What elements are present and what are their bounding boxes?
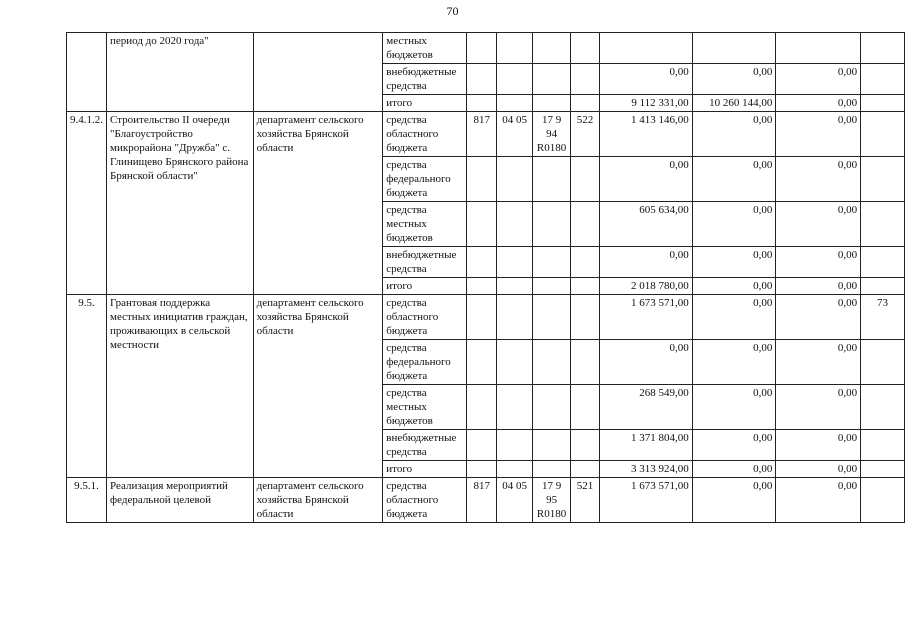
- item-name: Грантовая поддержка местных инициатив граждан, проживающих в сельской местности: [107, 295, 254, 478]
- code-grbs: [467, 157, 497, 202]
- funding-source: средства местных бюджетов: [383, 202, 467, 247]
- amount-year-1: 1 371 804,00: [600, 430, 693, 461]
- target-indicator: [861, 64, 905, 95]
- code-csr: [533, 430, 571, 461]
- item-number: [67, 33, 107, 112]
- code-csr: [533, 64, 571, 95]
- code-csr: 17 9 94 R0180: [533, 112, 571, 157]
- item-name: Реализация мероприятий федеральной целевой: [107, 478, 254, 523]
- target-indicator: [861, 95, 905, 112]
- amount-year-1: 1 673 571,00: [600, 295, 693, 340]
- code-csr: [533, 157, 571, 202]
- code-grbs: [467, 95, 497, 112]
- amount-year-2: 0,00: [692, 157, 776, 202]
- code-rzpr: [497, 64, 533, 95]
- code-vr: [571, 202, 600, 247]
- code-rzpr: 04 05: [497, 478, 533, 523]
- code-vr: [571, 247, 600, 278]
- funding-source: итого: [383, 461, 467, 478]
- code-vr: [571, 385, 600, 430]
- code-vr: 522: [571, 112, 600, 157]
- code-vr: [571, 278, 600, 295]
- page-number: 70: [446, 4, 459, 18]
- code-rzpr: [497, 95, 533, 112]
- target-indicator: [861, 461, 905, 478]
- code-vr: [571, 430, 600, 461]
- item-name: период до 2020 года": [107, 33, 254, 112]
- item-executor: департамент сельского хозяйства Брянской области: [253, 112, 383, 295]
- amount-year-3: 0,00: [776, 157, 861, 202]
- amount-year-2: 0,00: [692, 478, 776, 523]
- amount-year-1: 2 018 780,00: [600, 278, 693, 295]
- amount-year-1: 0,00: [600, 247, 693, 278]
- target-indicator: [861, 112, 905, 157]
- code-csr: [533, 278, 571, 295]
- table-row: [67, 478, 905, 523]
- amount-year-2: 0,00: [692, 295, 776, 340]
- code-csr: [533, 385, 571, 430]
- code-grbs: [467, 278, 497, 295]
- code-grbs: [467, 247, 497, 278]
- amount-year-2: 0,00: [692, 202, 776, 247]
- amount-year-1: 605 634,00: [600, 202, 693, 247]
- funding-source: местных бюджетов: [383, 33, 467, 64]
- code-vr: [571, 340, 600, 385]
- amount-year-3: 0,00: [776, 430, 861, 461]
- code-grbs: [467, 461, 497, 478]
- code-csr: [533, 295, 571, 340]
- code-vr: [571, 295, 600, 340]
- code-grbs: [467, 202, 497, 247]
- code-rzpr: [497, 385, 533, 430]
- code-grbs: [467, 430, 497, 461]
- code-vr: [571, 95, 600, 112]
- target-indicator: [861, 385, 905, 430]
- code-rzpr: [497, 295, 533, 340]
- code-csr: [533, 202, 571, 247]
- code-csr: [533, 340, 571, 385]
- code-rzpr: [497, 202, 533, 247]
- code-csr: [533, 95, 571, 112]
- amount-year-3: 0,00: [776, 461, 861, 478]
- amount-year-3: 0,00: [776, 95, 861, 112]
- table-row: [67, 295, 905, 340]
- code-rzpr: [497, 461, 533, 478]
- funding-source: внебюджетные средства: [383, 247, 467, 278]
- amount-year-3: 0,00: [776, 278, 861, 295]
- code-rzpr: [497, 430, 533, 461]
- code-rzpr: [497, 247, 533, 278]
- target-indicator: [861, 430, 905, 461]
- funding-source: средства местных бюджетов: [383, 385, 467, 430]
- target-indicator: [861, 478, 905, 523]
- amount-year-3: 0,00: [776, 385, 861, 430]
- code-vr: [571, 64, 600, 95]
- funding-source: средства областного бюджета: [383, 112, 467, 157]
- funding-source: средства федерального бюджета: [383, 157, 467, 202]
- item-name: Строительство II очереди "Благоустройство микрорайона "Дружба" с. Глинищево Брянского района Брянской области": [107, 112, 254, 295]
- amount-year-2: 0,00: [692, 112, 776, 157]
- code-vr: [571, 461, 600, 478]
- amount-year-3: 0,00: [776, 340, 861, 385]
- funding-source: средства федерального бюджета: [383, 340, 467, 385]
- funding-source: внебюджетные средства: [383, 64, 467, 95]
- code-grbs: [467, 64, 497, 95]
- amount-year-2: 0,00: [692, 385, 776, 430]
- amount-year-2: 0,00: [692, 278, 776, 295]
- code-grbs: [467, 340, 497, 385]
- item-number: 9.5.1.: [67, 478, 107, 523]
- budget-table: [66, 32, 905, 523]
- amount-year-3: 0,00: [776, 295, 861, 340]
- amount-year-2: [692, 33, 776, 64]
- amount-year-1: 0,00: [600, 340, 693, 385]
- funding-source: внебюджетные средства: [383, 430, 467, 461]
- code-vr: 521: [571, 478, 600, 523]
- code-grbs: [467, 385, 497, 430]
- target-indicator: [861, 340, 905, 385]
- amount-year-3: 0,00: [776, 64, 861, 95]
- table-row: [67, 33, 905, 64]
- funding-source: средства областного бюджета: [383, 478, 467, 523]
- amount-year-3: 0,00: [776, 202, 861, 247]
- amount-year-3: 0,00: [776, 247, 861, 278]
- code-csr: [533, 461, 571, 478]
- code-rzpr: [497, 157, 533, 202]
- code-rzpr: 04 05: [497, 112, 533, 157]
- amount-year-2: 0,00: [692, 430, 776, 461]
- code-grbs: 817: [467, 112, 497, 157]
- item-executor: [253, 33, 383, 112]
- code-csr: [533, 33, 571, 64]
- target-indicator: [861, 33, 905, 64]
- amount-year-1: 268 549,00: [600, 385, 693, 430]
- amount-year-3: 0,00: [776, 112, 861, 157]
- amount-year-1: 0,00: [600, 157, 693, 202]
- target-indicator: [861, 247, 905, 278]
- item-number: 9.4.1.2.: [67, 112, 107, 295]
- amount-year-3: 0,00: [776, 478, 861, 523]
- item-number: 9.5.: [67, 295, 107, 478]
- amount-year-2: 0,00: [692, 340, 776, 385]
- target-indicator: [861, 202, 905, 247]
- item-executor: департамент сельского хозяйства Брянской области: [253, 478, 383, 523]
- amount-year-1: 1 673 571,00: [600, 478, 693, 523]
- amount-year-1: 9 112 331,00: [600, 95, 693, 112]
- table-row: [67, 112, 905, 157]
- code-rzpr: [497, 33, 533, 64]
- amount-year-3: [776, 33, 861, 64]
- code-vr: [571, 157, 600, 202]
- code-grbs: 817: [467, 478, 497, 523]
- amount-year-1: [600, 33, 693, 64]
- funding-source: итого: [383, 278, 467, 295]
- code-vr: [571, 33, 600, 64]
- amount-year-1: 0,00: [600, 64, 693, 95]
- code-grbs: [467, 295, 497, 340]
- amount-year-2: 10 260 144,00: [692, 95, 776, 112]
- amount-year-1: 3 313 924,00: [600, 461, 693, 478]
- code-rzpr: [497, 340, 533, 385]
- funding-source: средства областного бюджета: [383, 295, 467, 340]
- code-csr: [533, 247, 571, 278]
- amount-year-1: 1 413 146,00: [600, 112, 693, 157]
- target-indicator: [861, 278, 905, 295]
- code-grbs: [467, 33, 497, 64]
- code-csr: 17 9 95 R0180: [533, 478, 571, 523]
- amount-year-2: 0,00: [692, 247, 776, 278]
- code-rzpr: [497, 278, 533, 295]
- item-executor: департамент сельского хозяйства Брянской области: [253, 295, 383, 478]
- target-indicator: [861, 157, 905, 202]
- amount-year-2: 0,00: [692, 461, 776, 478]
- funding-source: итого: [383, 95, 467, 112]
- target-indicator: 73: [861, 295, 905, 340]
- amount-year-2: 0,00: [692, 64, 776, 95]
